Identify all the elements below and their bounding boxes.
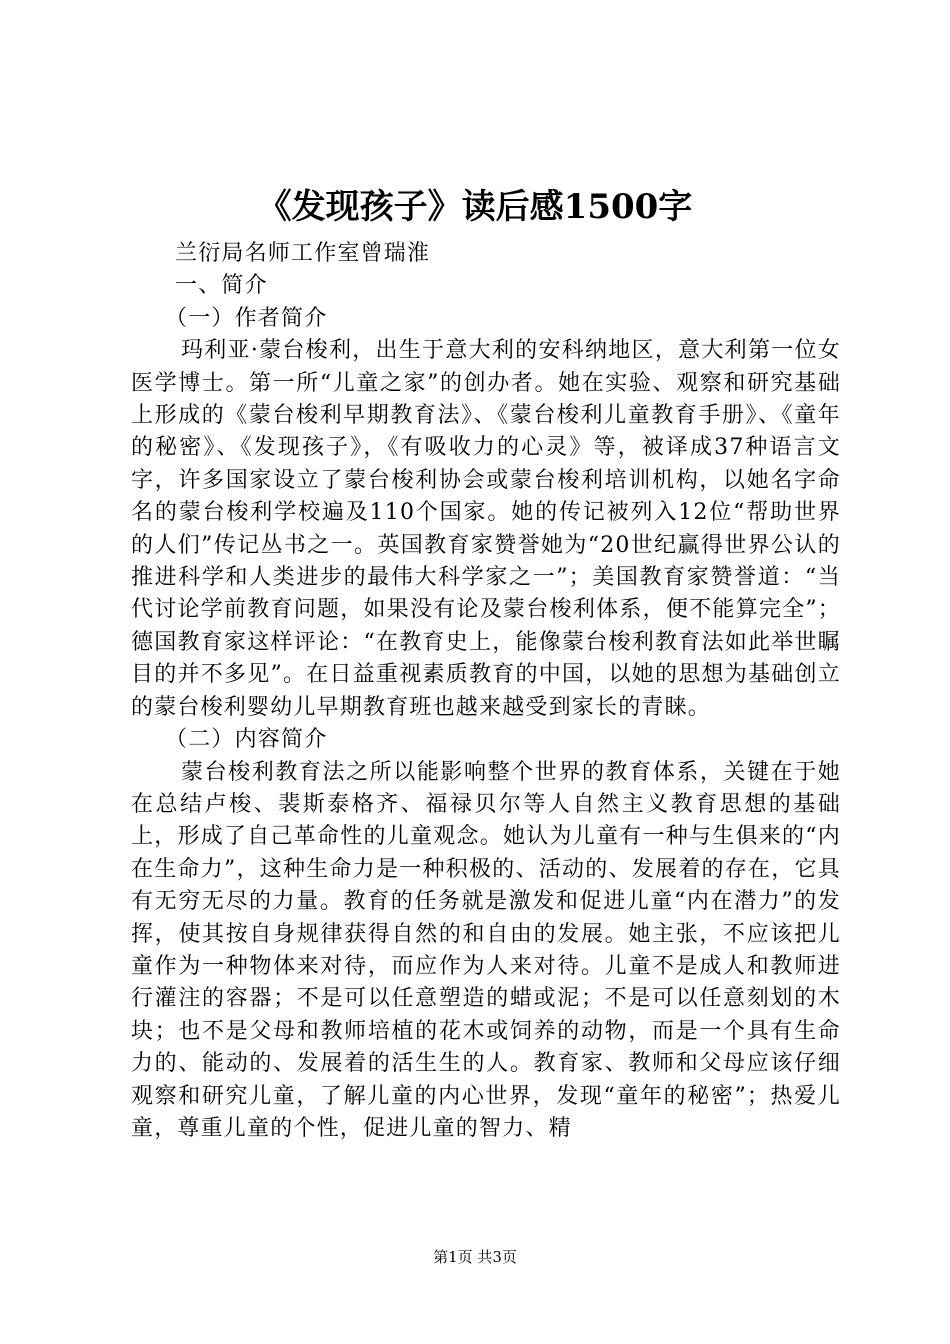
author-line: 兰衍局名师工作室曾瑞淮 xyxy=(175,241,431,266)
subsection-heading-content: （二）内容简介 xyxy=(165,727,328,753)
paragraph-content-intro: 蒙台梭利教育法之所以能影响整个世界的教育体系，关键在于她在总结卢梭、裴斯泰格齐、福禄贝尔等人自然主义教育思想的基础上，形成了自己革命性的儿童观念。她认为儿童有一种与生俱来的“内在生命力”，这种生命力是一种积极的、活动的、发展着的存在，它具有无穷无尽的力量。教育的任务就是激发和促进儿童“内在潜力”的发挥，使其按自身规律获得自然的和自由的发展。她主张，不应该把儿童作为一种物体来对待，而应作为人来对待。儿童不是成人和教师进行灌注的容器；不是可以任意塑造的蜡或泥；不是可以任意刻划的木块；也不是父母和教师培植的花木或饲养的动物，而是一个具有生命力的、能动的、发展着的活生生的人。教育家、教师和父母应该仔细观察和研究儿童，了解儿童的内心世界，发现“童年的秘密”；热爱儿童，尊重儿童的个性，促进儿童的智力、精 xyxy=(131,759,841,1141)
document-body xyxy=(131,238,841,1145)
section-heading-intro: 一、简介 xyxy=(175,273,268,299)
document-title: 《发现孩子》读后感1500字 xyxy=(257,187,693,227)
subsection-heading-author: （一）作者简介 xyxy=(165,305,328,331)
paragraph-author-intro: 玛利亚·蒙台梭利，出生于意大利的安科纳地区，意大利第一位女医学博士。第一所“儿童之家”的创办者。她在实验、观察和研究基础上形成的《蒙台梭利早期教育法》、《蒙台梭利儿童教育手册》、《童年的秘密》、《发现孩子》，《有吸收力的心灵》等，被译成37种语言文字，许多国家设立了蒙台梭利协会或蒙台梭利培训机构，以她名字命名的蒙台梭利学校遍及110个国家。她的传记被列入12位“帮助世界的人们”传记丛书之一。英国教育家赞誉她为“20世纪赢得世界公认的推进科学和人类进步的最伟大科学家之一”；美国教育家赞誉道：“当代讨论学前教育问题，如果没有论及蒙台梭利体系，便不能算完全”；德国教育家这样评论：“在教育史上，能像蒙台梭利教育法如此举世瞩目的并不多见”。在日益重视素质教育的中国，以她的思想为基础创立的蒙台梭利婴幼儿早期教育班也越来越受到家长的青睐。 xyxy=(131,338,841,720)
page-footer: 第1页 共3页 xyxy=(433,1248,517,1266)
